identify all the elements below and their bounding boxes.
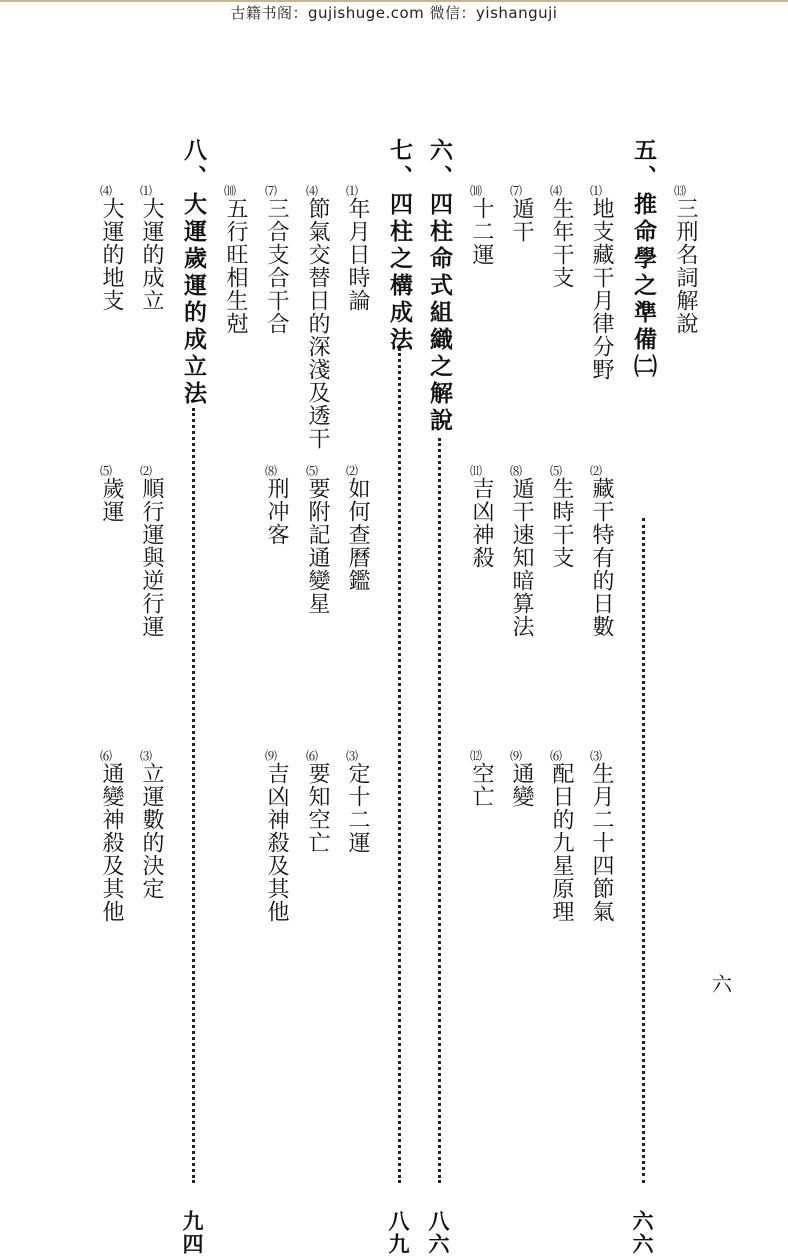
toc-entry[interactable] [674,185,696,339]
entry-title: 空亡 [469,762,494,808]
toc-entry[interactable] [306,465,328,619]
entry-number: ⑿ [470,749,482,763]
entry-title: 十二運 [469,197,494,266]
entry-title: 歲運 [99,477,124,523]
toc-entry[interactable] [306,185,328,454]
toc-entry[interactable] [100,185,122,316]
entry-number: ⑴ [140,184,152,198]
entry-number: ⑷ [550,184,562,198]
entry-title: 三刑名詞解說 [673,197,698,335]
toc-entry[interactable] [550,185,572,293]
chapter-heading[interactable]: 七、四柱之構成法 [386,138,413,354]
entry-title: 遁干 [509,197,534,243]
entry-title: 年月日時論 [345,197,370,312]
toc-entry[interactable] [100,750,122,927]
entry-number: ⒀ [674,184,686,198]
chapter-heading[interactable]: 八、大運歲運的成立法 [180,138,207,408]
entry-number: ⑸ [100,464,112,478]
leader-dots [398,348,401,1183]
entry-title: 生月二十四節氣 [589,762,614,923]
toc-entry[interactable] [550,465,572,573]
leader-dots [642,518,645,1183]
toc-entry[interactable] [510,185,532,247]
toc-entry[interactable] [550,750,572,927]
entry-title: 刑冲客 [264,477,289,546]
entry-number: ⑷ [100,184,112,198]
entry-number: ⑻ [510,464,522,478]
entry-number: ⑻ [265,464,277,478]
entry-title: 藏干特有的日數 [589,477,614,638]
entry-title: 三合支合干合 [264,197,289,335]
toc-entry[interactable] [265,750,287,927]
entry-number: ⑵ [346,464,358,478]
entry-title: 立運數的決定 [139,762,164,900]
page-number: 八六 [426,1210,451,1256]
entry-title: 如何查曆鑑 [345,477,370,592]
entry-number: ⑷ [306,184,318,198]
entry-title: 定十二運 [345,762,370,854]
entry-number: ⑽ [470,184,482,198]
toc-entry[interactable] [265,465,287,550]
toc-entry[interactable] [590,750,612,927]
entry-number: ⑴ [590,184,602,198]
entry-title: 通變 [509,762,534,808]
entry-number: ⑹ [100,749,112,763]
entry-title: 吉凶神殺及其他 [264,762,289,923]
page-number: 九四 [180,1210,205,1256]
folio-number: 六 [712,972,732,996]
entry-number: ⑹ [550,749,562,763]
entry-number: ⑸ [550,464,562,478]
entry-title: 吉凶神殺 [469,477,494,569]
entry-title: 配日的九星原理 [549,762,574,923]
entry-number: ⑼ [265,749,277,763]
entry-title: 順行運與逆行運 [139,477,164,638]
entry-number: ⑵ [590,464,602,478]
watermark: 古籍书阁：gujishuge.com 微信：yishanguji [230,4,558,22]
toc-entry[interactable] [470,185,492,270]
toc-entry[interactable] [224,185,246,339]
toc-entry[interactable] [590,185,612,385]
entry-title: 遁干速知暗算法 [509,477,534,638]
toc-entry[interactable] [470,465,492,573]
toc-entry[interactable] [265,185,287,339]
chapter-heading[interactable]: 六、四柱命式組織之解說 [426,138,453,435]
entry-number: ⑺ [510,184,522,198]
toc-entry[interactable] [346,185,368,316]
page-number: 六六 [630,1210,655,1256]
entry-number: ⑼ [510,749,522,763]
chapter-heading[interactable]: 五、推命學之準備㈡ [630,138,657,381]
toc-entry[interactable] [306,750,328,858]
entry-title: 生時干支 [549,477,574,569]
toc-entry[interactable] [100,465,122,527]
entry-number: ⑾ [470,464,482,478]
toc-entry[interactable] [140,185,162,316]
toc-entry[interactable] [470,750,492,812]
toc-entry[interactable] [140,750,162,904]
entry-title: 通變神殺及其他 [99,762,124,923]
entry-title: 大運的成立 [139,197,164,312]
entry-number: ⑽ [224,184,236,198]
entry-number: ⑶ [346,749,358,763]
entry-title: 要知空亡 [305,762,330,854]
entry-title: 大運的地支 [99,197,124,312]
entry-title: 五行旺相生尅 [223,197,248,335]
entry-number: ⑴ [346,184,358,198]
entry-number: ⑸ [306,464,318,478]
entry-number: ⑶ [140,749,152,763]
toc-entry[interactable] [140,465,162,642]
toc-entry[interactable] [346,750,368,858]
toc-entry[interactable] [510,465,532,642]
entry-title: 節氣交替日的深淺及透干 [305,197,330,450]
toc-entry[interactable] [510,750,532,812]
entry-number: ⑵ [140,464,152,478]
toc-entry[interactable] [346,465,368,596]
leader-dots [438,438,441,1183]
entry-title: 生年干支 [549,197,574,289]
entry-number: ⑺ [265,184,277,198]
leader-dots [192,408,195,1183]
page-number: 八九 [386,1210,411,1256]
entry-title: 地支藏干月律分野 [589,197,614,381]
entry-number: ⑶ [590,749,602,763]
toc-entry[interactable] [590,465,612,642]
entry-title: 要附記通變星 [305,477,330,615]
entry-number: ⑹ [306,749,318,763]
